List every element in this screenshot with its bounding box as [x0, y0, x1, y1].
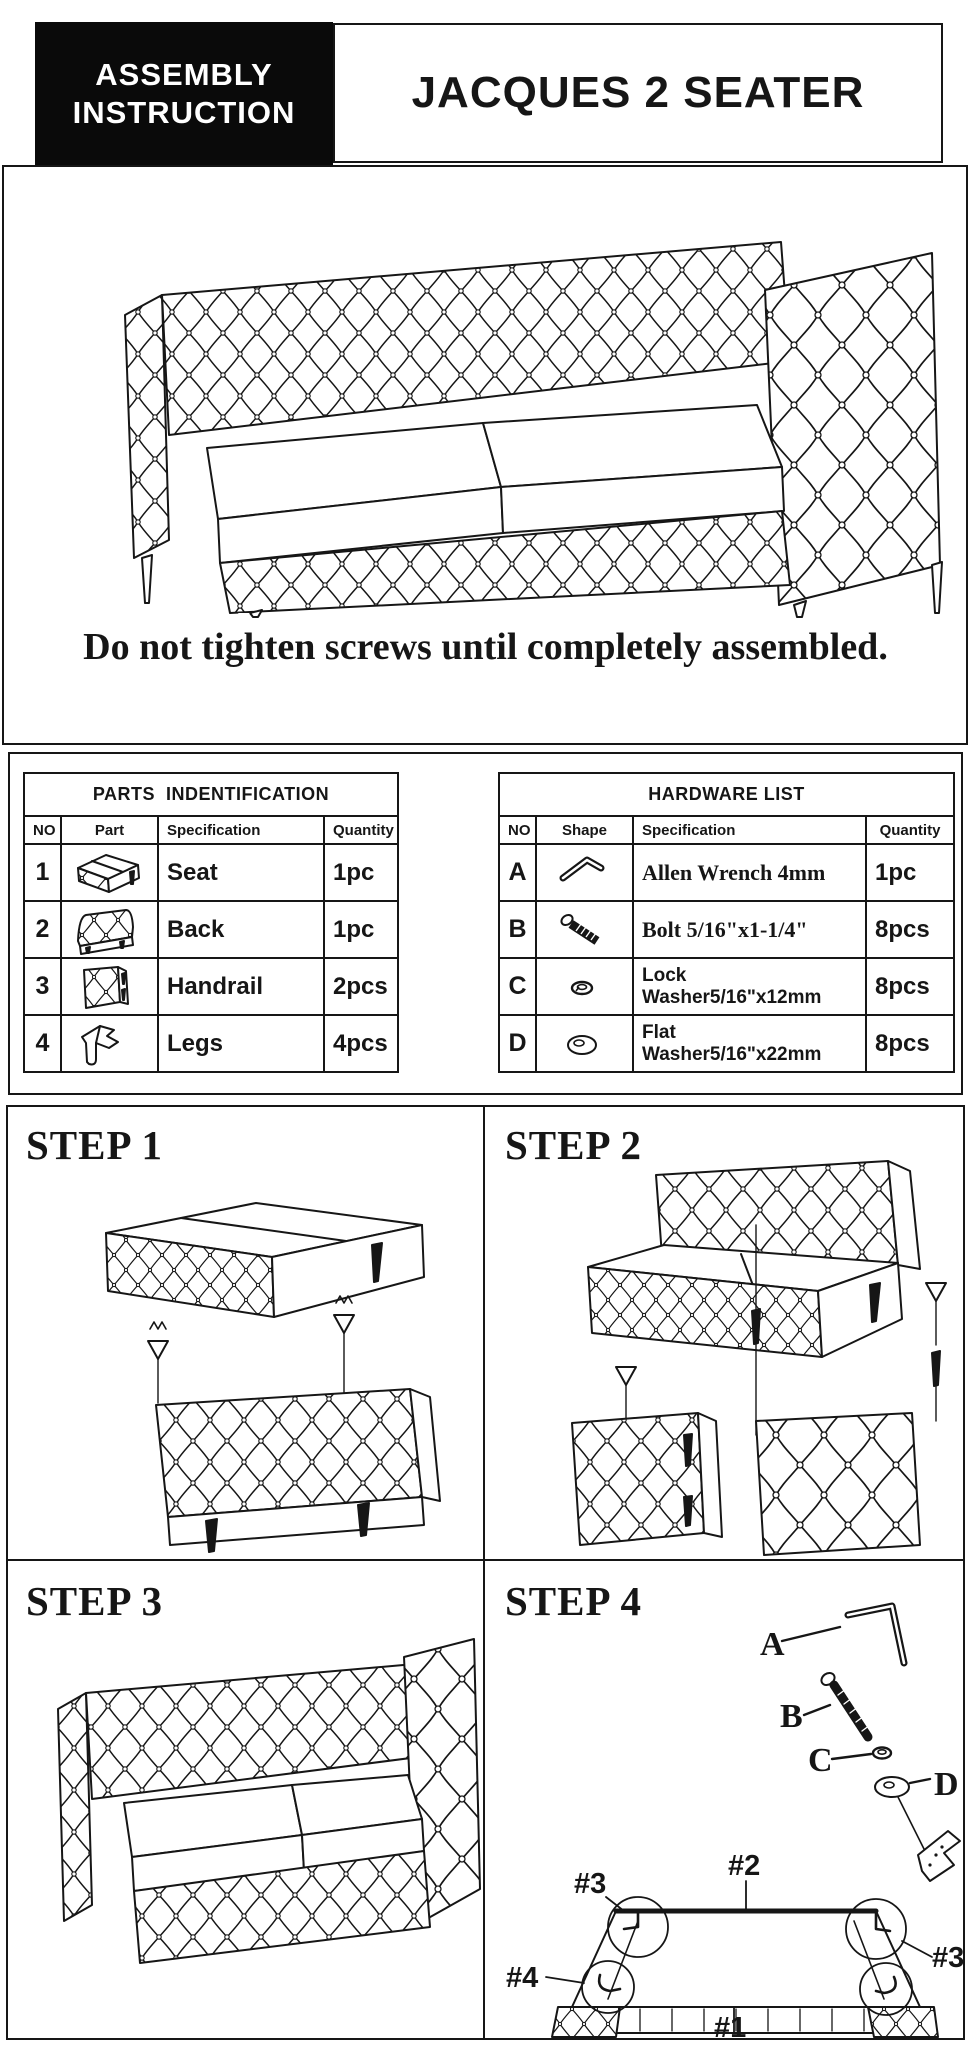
- table-row: C Lock Washer5/16"x12mm 8pcs: [499, 958, 954, 1015]
- hardware-list-table: [498, 772, 955, 1073]
- table-row: B Bolt 5/16"x1-1/4" 8pcs: [499, 901, 954, 958]
- assembly-instruction-badge: [35, 22, 333, 165]
- badge-line-2: INSTRUCTION: [72, 94, 296, 130]
- steps-vertical-divider: [483, 1105, 485, 2040]
- parts-identification-table: [23, 772, 399, 1073]
- hw-col-qty: Quantity: [866, 816, 954, 844]
- label-b: B: [780, 1698, 803, 1735]
- step-2-title: STEP 2: [505, 1122, 643, 1168]
- table-row: 2 Back 1pc: [24, 901, 398, 958]
- hw-col-shape: Shape: [536, 816, 633, 844]
- label-d: D: [934, 1766, 959, 1803]
- step-1-illustration: [6, 1105, 483, 1557]
- step-4-illustration: [488, 1559, 965, 2038]
- parts-col-part: Part: [61, 816, 158, 844]
- badge-line-1: ASSEMBLY: [95, 56, 273, 92]
- label-c: C: [808, 1742, 833, 1779]
- page-title: JACQUES 2 SEATER: [411, 68, 865, 117]
- legs-part-icon: [70, 1019, 144, 1069]
- label-hash4: #4: [506, 1962, 539, 1994]
- label-hash3-right: #3: [932, 1942, 965, 1974]
- warning-text: Do not tighten screws until completely assembled.: [83, 626, 888, 668]
- sofa-overview-illustration: [2, 165, 968, 620]
- hw-col-no: NO: [499, 816, 536, 844]
- handrail-part-icon: [70, 962, 144, 1012]
- parts-col-spec: Specification: [158, 816, 324, 844]
- table-row: D Flat Washer5/16"x22mm 8pcs: [499, 1015, 954, 1072]
- label-a: A: [760, 1626, 785, 1663]
- lock-washer-icon: [545, 962, 619, 1012]
- step-2-illustration: [488, 1105, 965, 1557]
- step-4-title: STEP 4: [505, 1578, 643, 1624]
- seat-part-icon: [70, 848, 144, 898]
- table-row: 1 Seat 1pc: [24, 844, 398, 901]
- parts-table-title: PARTS INDENTIFICATION: [24, 773, 398, 816]
- parts-col-qty: Quantity: [324, 816, 398, 844]
- bolt-icon: [545, 905, 619, 955]
- step-3-illustration: [6, 1559, 483, 2038]
- label-hash2: #2: [728, 1850, 761, 1882]
- table-row: 3 Handrail 2pcs: [24, 958, 398, 1015]
- hw-col-spec: Specification: [633, 816, 866, 844]
- label-hash1: #1: [714, 2012, 747, 2038]
- flat-washer-icon: [545, 1019, 619, 1069]
- allen-wrench-icon: [545, 848, 619, 898]
- parts-col-no: NO: [24, 816, 61, 844]
- step-1-title: STEP 1: [26, 1122, 164, 1168]
- product-title-box: [333, 23, 943, 163]
- table-row: A Allen Wrench 4mm 1pc: [499, 844, 954, 901]
- back-part-icon: [70, 905, 144, 955]
- hardware-table-title: HARDWARE LIST: [499, 773, 954, 816]
- table-row: 4 Legs 4pcs: [24, 1015, 398, 1072]
- step-3-title: STEP 3: [26, 1578, 164, 1624]
- label-hash3-left: #3: [574, 1868, 607, 1900]
